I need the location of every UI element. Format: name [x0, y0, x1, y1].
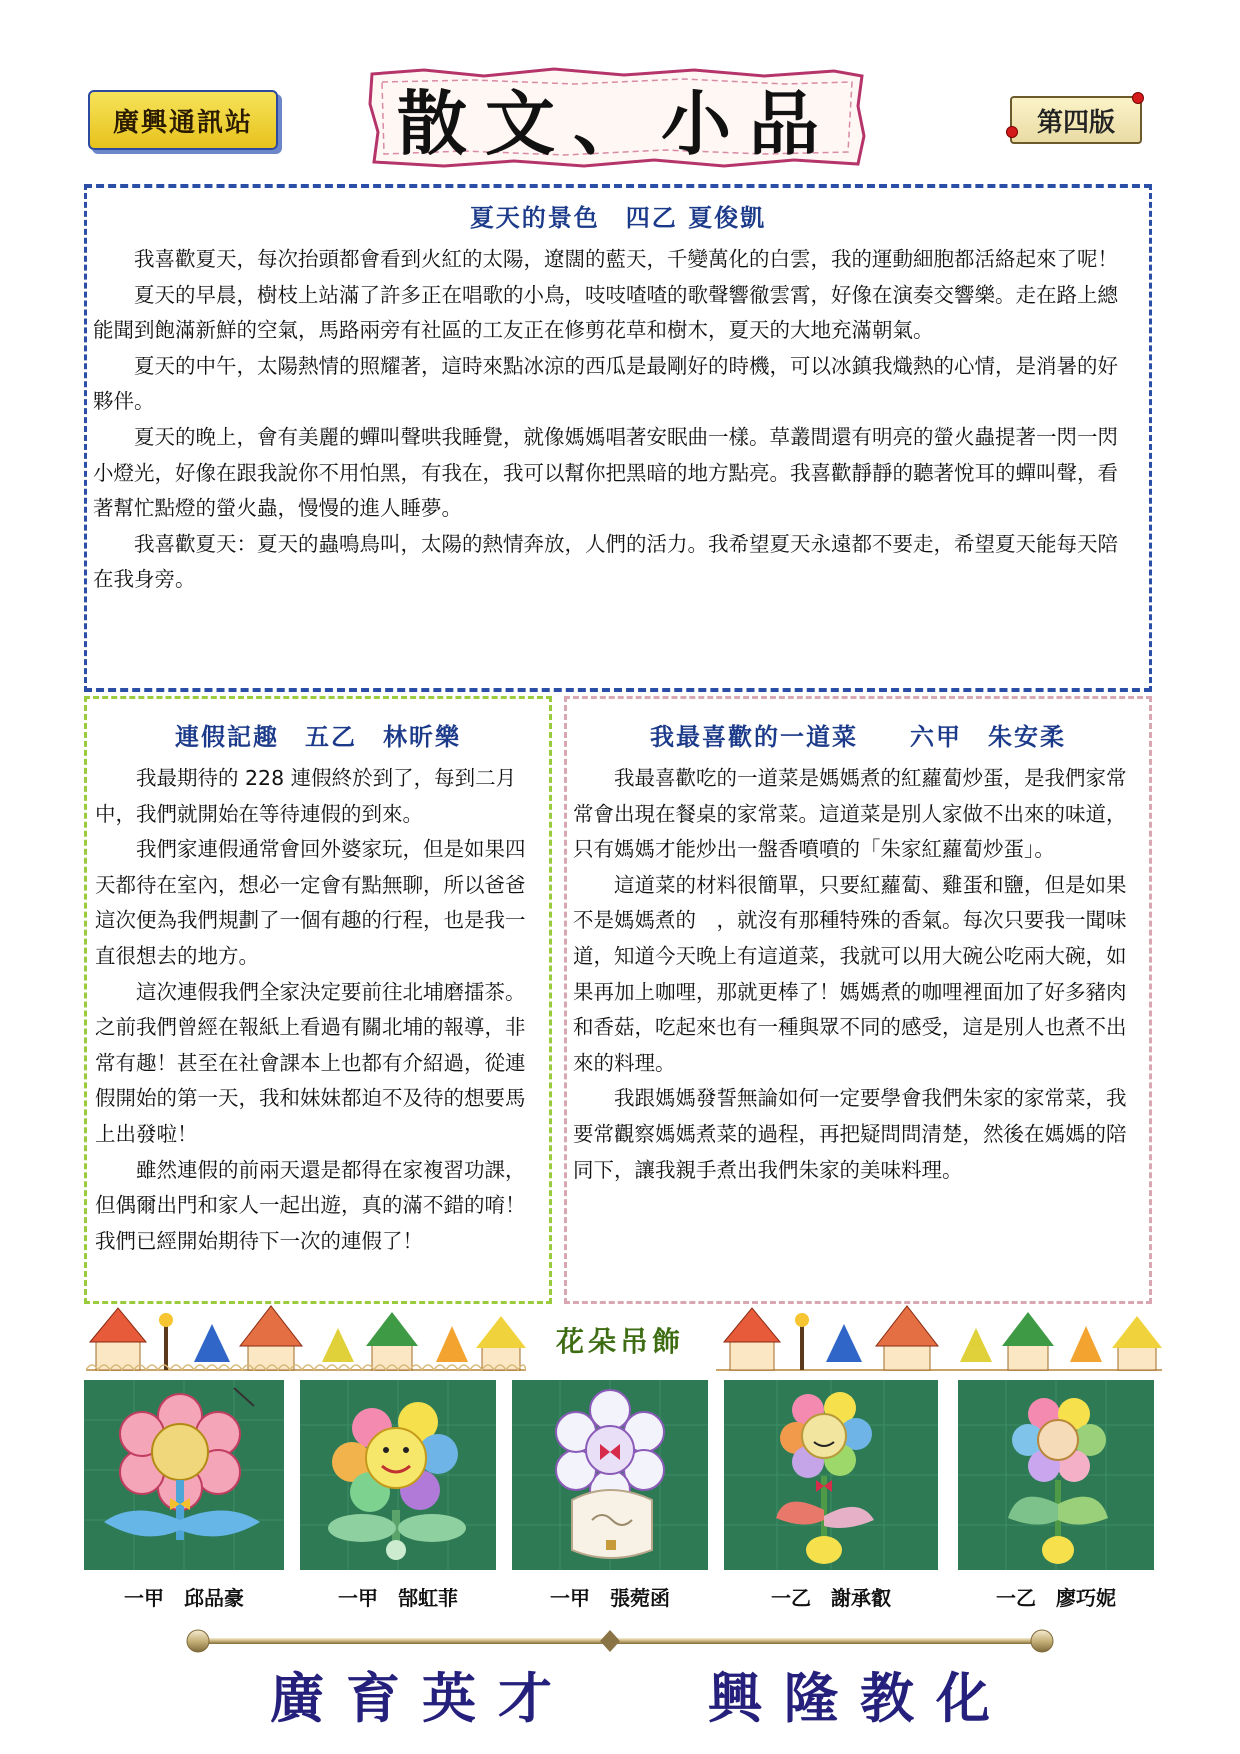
article-paragraph: 雖然連假的前兩天還是都得在家複習功課，但偶爾出門和家人一起出遊，真的滿不錯的唷！我們已經開始期待下一次的連假了！ — [95, 1157, 526, 1253]
summer-article — [84, 184, 1152, 692]
article-body — [93, 242, 1137, 598]
article-body — [573, 761, 1141, 1188]
page-title: 散文、小品 — [397, 81, 837, 165]
article-paragraph: 我喜歡夏天，每次抬頭都會看到火紅的太陽，遼闊的藍天，千變萬化的白雲，我的運動細胞都活絡起來了呢！ — [134, 247, 1118, 271]
pin-icon — [1006, 126, 1018, 138]
article-paragraph: 夏天的晚上，會有美麗的蟬叫聲哄我睡覺，就像媽媽唱著安眠曲一樣。草叢間還有明亮的螢火蟲提著一閃一閃小燈光，好像在跟我說你不用怕黑，有我在，我可以幫你把黑暗的地方點亮。我喜歡靜靜的聽著悅耳的蟬叫聲，看著幫忙點燈的螢火蟲，慢慢的進人睡夢。 — [93, 424, 1118, 521]
page-title-banner — [364, 66, 870, 170]
article-title: 連假記趣 五乙 林昕樂 — [175, 722, 461, 751]
gallery-title: 花朵吊飾 — [555, 1325, 684, 1358]
motto-right: 興隆教化 — [708, 1666, 1012, 1730]
flower-ornament-image — [300, 1380, 496, 1570]
flower-ornament-photo — [958, 1380, 1154, 1570]
flower-ornament-image — [84, 1380, 284, 1570]
houses-decoration — [716, 1300, 1162, 1376]
photo-caption: 一乙 廖巧妮 — [996, 1586, 1116, 1610]
motto-left: 廣育英才 — [270, 1666, 574, 1730]
photo-caption: 一甲 張菀函 — [550, 1586, 670, 1610]
photo-caption: 一甲 邱品豪 — [124, 1586, 244, 1610]
flower-ornament-image — [512, 1380, 708, 1570]
flower-ornament-photo — [84, 1380, 284, 1570]
edition-badge — [1010, 96, 1142, 144]
article-title: 夏天的景色 四乙 夏俊凱 — [469, 203, 767, 232]
article-paragraph: 這次連假我們全家決定要前往北埔磨擂茶。之前我們曾經在報紙上看過有關北埔的報導，非常有趣！甚至在社會課本上也都有介紹過，從連假開始的第一天，我和妹妹都迫不及待的想要馬上出發啦！ — [95, 979, 526, 1146]
photo-caption: 一乙 謝承叡 — [771, 1586, 891, 1610]
article-paragraph: 我最喜歡吃的一道菜是媽媽煮的紅蘿蔔炒蛋，是我們家常常會出現在餐桌的家常菜。這道菜是別人家做不出來的味道，只有媽媽才能炒出一盤香噴噴的「朱家紅蘿蔔炒蛋」。 — [573, 766, 1127, 862]
edition-badge-text: 第四版 — [1036, 107, 1115, 138]
article-paragraph: 夏天的中午，太陽熱情的照耀著，這時來點冰涼的西瓜是最剛好的時機，可以冰鎮我熾熱的心情，是消暑的好夥伴。 — [93, 353, 1118, 414]
article-paragraph: 我跟媽媽發誓無論如何一定要學會我們朱家的家常菜，我要常觀察媽媽煮菜的過程，再把疑問問清楚，然後在媽媽的陪同下，讓我親手煮出我們朱家的美味料理。 — [573, 1086, 1127, 1182]
flower-ornament-image — [724, 1380, 938, 1570]
photo-caption: 一甲 郜虹菲 — [338, 1586, 458, 1610]
holiday-article — [84, 696, 552, 1304]
article-paragraph: 我最期待的 228 連假終於到了，每到二月中，我們就開始在等待連假的到來。 — [95, 766, 517, 826]
houses-decoration — [86, 1300, 526, 1376]
article-paragraph: 這道菜的材料很簡單，只要紅蘿蔔、雞蛋和鹽，但是如果不是媽媽煮的 ，就沒有那種特殊的香氣。每次只要我一聞味道，知道今天晚上有這道菜，我就可以用大碗公吃兩大碗，如果再加上咖哩，那就更棒了！媽媽煮的咖哩裡面加了好多豬肉和香菇，吃起來也有一種與眾不同的感受，這是別人也煮不出來的料理。 — [573, 872, 1127, 1075]
favorite-dish-article — [564, 696, 1152, 1304]
flower-ornament-photo — [512, 1380, 708, 1570]
article-body — [95, 761, 541, 1259]
newsletter-badge-text: 廣興通訊站 — [112, 107, 253, 138]
article-paragraph: 我們家連假通常會回外婆家玩，但是如果四天都待在室內，想必一定會有點無聊，所以爸爸這次便為我們規劃了一個有趣的行程，也是我一直很想去的地方。 — [95, 837, 526, 968]
flower-ornament-photo — [300, 1380, 496, 1570]
pin-icon — [1132, 92, 1144, 104]
flower-ornament-photo — [724, 1380, 938, 1570]
article-paragraph: 我喜歡夏天：夏天的蟲鳴鳥叫，太陽的熱情奔放，人們的活力。我希望夏天永遠都不要走，希望夏天能每天陪在我身旁。 — [93, 531, 1118, 592]
article-paragraph: 夏天的早晨，樹枝上站滿了許多正在唱歌的小鳥，吱吱喳喳的歌聲響徹雲霄，好像在演奏交響樂。走在路上總能聞到飽滿新鮮的空氣，馬路兩旁有社區的工友正在修剪花草和樹木，夏天的大地充滿朝氣。 — [93, 282, 1118, 343]
article-title: 我最喜歡的一道菜 六甲 朱安柔 — [650, 722, 1066, 751]
flower-ornament-image — [958, 1380, 1154, 1570]
newsletter-badge — [88, 90, 278, 150]
